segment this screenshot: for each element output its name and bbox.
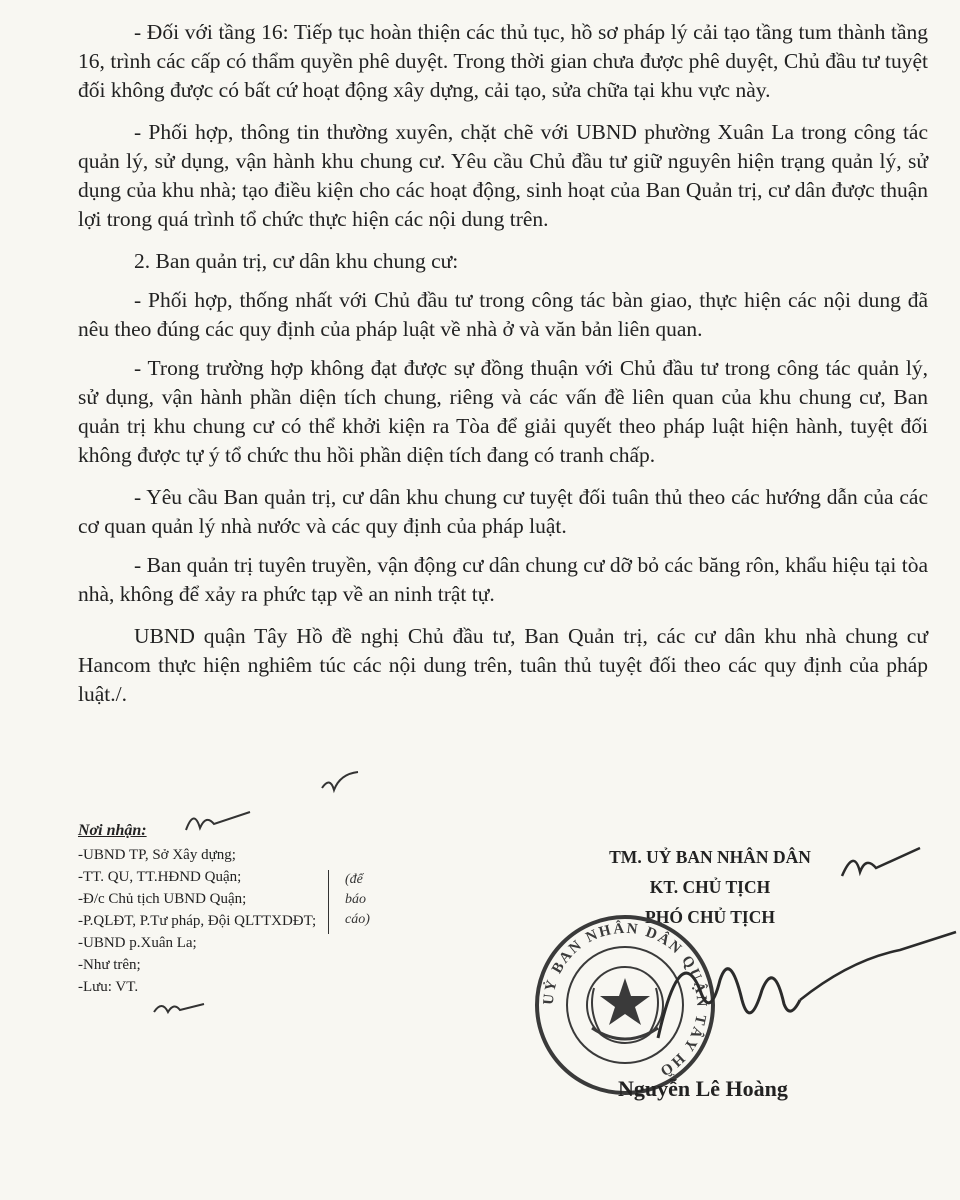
initial-scribble-icon bbox=[180, 804, 260, 840]
recipients-heading: Nơi nhận: bbox=[78, 822, 147, 839]
handwritten-signature-icon bbox=[650, 920, 960, 1060]
section-2-heading: 2. Ban quản trị, cư dân khu chung cư: bbox=[134, 249, 459, 273]
recipient-item: -UBND p.Xuân La; bbox=[78, 935, 197, 951]
recipients-list bbox=[78, 844, 458, 998]
paragraph-coordination: - Phối hợp, thông tin thường xuyên, chặt chẽ với UBND phường Xuân La trong công tác quản lý, sử dụng, vận hành khu chung cư. Yêu cầu Chủ đầu tư giữ nguyên hiện trạng quản lý, sử dụng của khu nhà; tạo điều kiện cho các hoạt động, sinh hoạt của Ban Quản trị, cư dân được thuận lợi trong quá trình tổ chức thực hiện các nội dung trên. bbox=[78, 120, 928, 231]
initial-scribble-icon bbox=[150, 994, 210, 1020]
recipient-item: -Lưu: VT. bbox=[78, 979, 139, 995]
paragraph-floor-16: - Đối với tầng 16: Tiếp tục hoàn thiện các thủ tục, hồ sơ pháp lý cải tạo tầng tum thành tầng 16, trình các cấp có thẩm quyền phê duyệt. Trong thời gian chưa được phê duyệt, Chủ đầu tư tuyệt đối không được có bất cứ hoạt động xây dựng, cải tạo, sửa chữa tại khu vực này. bbox=[78, 20, 928, 102]
report-note-line: báo bbox=[345, 892, 366, 907]
signature-flourish-icon bbox=[836, 842, 926, 892]
recipient-item: -P.QLĐT, P.Tư pháp, Đội QLTTXDĐT; bbox=[78, 913, 317, 929]
recipient-item: -UBND TP, Sở Xây dựng; bbox=[78, 847, 236, 863]
initial-mark-icon bbox=[318, 768, 362, 798]
report-note bbox=[328, 870, 370, 934]
document-body bbox=[78, 18, 928, 722]
seal-text: UỶ BAN NHÂN DÂN QUẬN TÂY HỒ bbox=[540, 920, 710, 1080]
paragraph-conclusion: UBND quận Tây Hồ đề nghị Chủ đầu tư, Ban Quản trị, các cư dân khu nhà chung cư Hancom thực hiện nghiêm túc các nội dung trên, tuân thủ tuyệt đối theo các quy định của pháp luật./. bbox=[78, 624, 928, 706]
recipient-item: -Đ/c Chủ tịch UBND Quận; bbox=[78, 891, 247, 907]
paragraph-handover: - Phối hợp, thống nhất với Chủ đầu tư trong công tác bàn giao, thực hiện các nội dung đã nêu theo đúng các quy định của pháp luật về nhà ở và văn bản liên quan. bbox=[78, 288, 928, 341]
authority-line: KT. CHỦ TỊCH bbox=[649, 877, 771, 897]
authority-line: PHÓ CHỦ TỊCH bbox=[645, 907, 775, 927]
paragraph-dispute: - Trong trường hợp không đạt được sự đồng thuận với Chủ đầu tư trong công tác quản lý, sử dụng, vận hành phần diện tích chung, riêng và các vấn đề liên quan của khu chung cư, Ban quản trị khu chung cư có thể khởi kiện ra Tòa để giải quyết theo pháp luật hiện hành, tuyệt đối không được tự ý tổ chức thu hồi phần diện tích đang có tranh chấp. bbox=[78, 356, 928, 467]
recipient-item: -TT. QU, TT.HĐND Quận; bbox=[78, 869, 242, 885]
authority-line: TM. UỶ BAN NHÂN DÂN bbox=[609, 847, 811, 867]
report-note-line: (để bbox=[345, 872, 363, 887]
signer-name: Nguyễn Lê Hoàng bbox=[618, 1076, 788, 1101]
paragraph-banners: - Ban quản trị tuyên truyền, vận động cư dân chung cư dỡ bỏ các băng rôn, khẩu hiệu tại tòa nhà, không để xảy ra phức tạp về an ninh trật tự. bbox=[78, 553, 928, 606]
recipients-block bbox=[78, 820, 458, 998]
report-note-line: cáo) bbox=[345, 912, 370, 927]
recipient-item: -Như trên; bbox=[78, 957, 141, 973]
paragraph-compliance: - Yêu cầu Ban quản trị, cư dân khu chung cư tuyệt đối tuân thủ theo các hướng dẫn của các cơ quan quản lý nhà nước và các quy định của pháp luật. bbox=[78, 485, 928, 538]
